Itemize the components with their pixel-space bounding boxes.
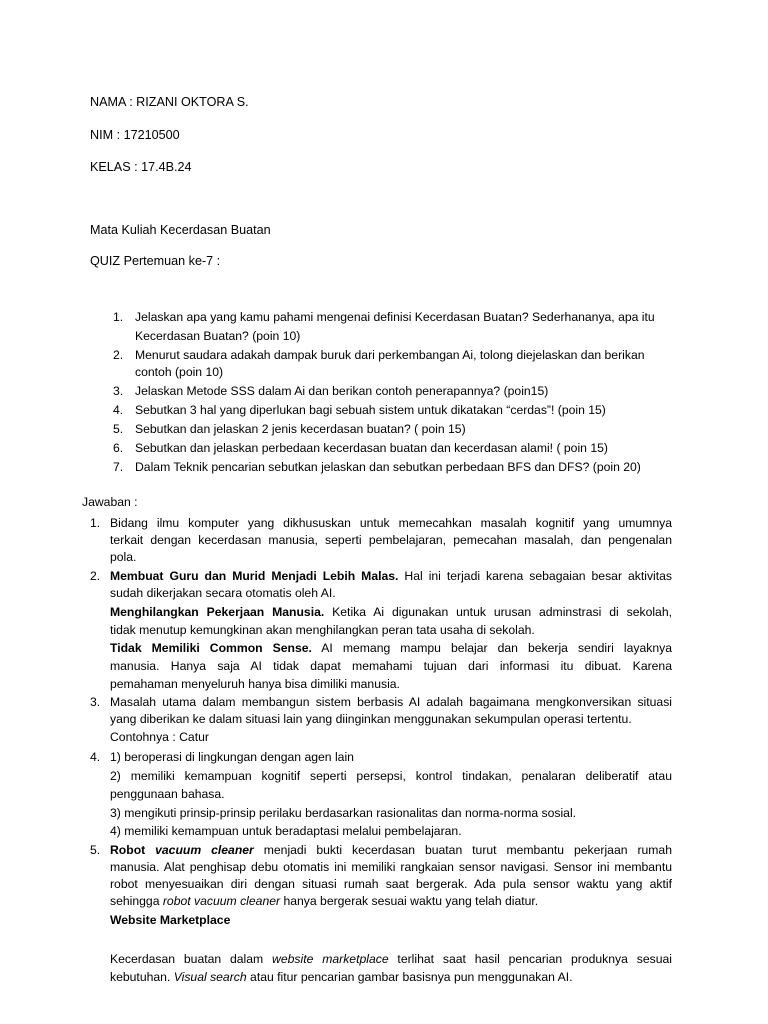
answer-3-example: Contohnya : Catur bbox=[110, 730, 209, 744]
answer-number: 5. bbox=[90, 843, 101, 857]
student-class: KELAS : 17.4B.24 bbox=[90, 160, 192, 174]
answer-1-line: terkait dengan kecerdasan manusia, seperti pembelajaran, pemecahan masalah, dan pengenalan bbox=[110, 533, 672, 547]
question-item: 2. Menurut saudara adakah dampak buruk dari perkembangan Ai, tolong diejelaskan dan berikan bbox=[113, 348, 645, 362]
answer-2-line: pemahaman menyeluruh hanya bisa dimiliki manusia. bbox=[110, 677, 400, 691]
answer-2-line: Tidak Memiliki Common Sense. AI memang mampu belajar dan bekerja sendiri layaknya bbox=[110, 641, 672, 655]
quiz-title: QUIZ Pertemuan ke-7 : bbox=[90, 254, 221, 268]
student-name: NAMA : RIZANI OKTORA S. bbox=[90, 95, 249, 109]
answer-2-line: sudah dikerjakan secara otomatis oleh AI. bbox=[110, 586, 336, 600]
answer-number: 1. bbox=[90, 516, 101, 530]
answer-1-line: Bidang ilmu komputer yang dikhususkan untuk memecahkan masalah kognitif yang umumnya bbox=[110, 516, 672, 530]
question-item: 1. Jelaskan apa yang kamu pahami mengenai definisi Kecerdasan Buatan? Sederhananya, apa itu bbox=[113, 310, 655, 324]
answer-5-line: robot menyesuaikan diri dengan situasi rumah saat bergerak. Ada pula sensor waktu yang aktif bbox=[110, 877, 672, 891]
answer-number: 4. bbox=[90, 750, 101, 764]
answer-2-line: Membuat Guru dan Murid Menjadi Lebih Malas. Hal ini terjadi karena sebagaian besar aktivitas bbox=[110, 569, 673, 583]
answer-5-line: Robot vacuum cleaner menjadi bukti kecerdasan buatan turut membantu pekerjaan rumah bbox=[110, 843, 672, 857]
answer-4-line: 1) beroperasi di lingkungan dengan agen lain bbox=[110, 750, 354, 764]
answer-4-line: 4) memiliki kemampuan untuk beradaptasi melalui pembelajaran. bbox=[110, 824, 462, 838]
answer-3-line: Masalah utama dalam membangun sistem berbasis AI adalah bagaimana mengkonversikan situasi bbox=[110, 695, 672, 709]
answer-4-line: penggunaan bahasa. bbox=[110, 787, 225, 801]
answer-2-line: Menghilangkan Pekerjaan Manusia. Ketika Ai digunakan untuk urusan adminstrasi di sekolah, bbox=[110, 605, 672, 619]
question-item: 4. Sebutkan 3 hal yang diperlukan bagi sebuah sistem untuk dikatakan “cerdas”! (poin 15) bbox=[113, 403, 606, 417]
answer-3-line: yang diberikan ke dalam situasi lain yang diinginkan menggunakan sekumpulan operasi tertentu. bbox=[110, 712, 632, 726]
answer-4-line: 3) mengikuti prinsip-prinsip perilaku berdasarkan rasionalitas dan norma-norma sosial. bbox=[110, 806, 577, 820]
question-item-cont: contoh (poin 10) bbox=[135, 365, 224, 379]
answer-4-line: 2) memiliki kemampuan kognitif seperti persepsi, kontrol tindakan, penalaran deliberatif atau bbox=[110, 769, 672, 783]
answers-label: Jawaban : bbox=[82, 495, 138, 509]
question-item-cont: Kecerdasan Buatan? (poin 10) bbox=[135, 329, 301, 343]
question-item: 6. Sebutkan dan jelaskan perbedaan kecerdasan buatan dan kecerdasan alami! ( poin 15) bbox=[113, 441, 608, 455]
question-item: 5. Sebutkan dan jelaskan 2 jenis kecerdasan buatan? ( poin 15) bbox=[113, 422, 466, 436]
question-item: 7. Dalam Teknik pencarian sebutkan jelaskan dan sebutkan perbedaan BFS dan DFS? (poin 20) bbox=[113, 460, 641, 474]
answer-2-line: tidak menutup kemungkinan akan menghilangkan peran tata usaha di sekolah. bbox=[110, 623, 535, 637]
answer-2-line: manusia. Hanya saja AI tidak dapat memahami tujuan dari informasi itu dibuat. Karena bbox=[110, 659, 672, 673]
answer-number: 3. bbox=[90, 695, 101, 709]
question-item: 3. Jelaskan Metode SSS dalam Ai dan berikan contoh penerapannya? (poin15) bbox=[113, 384, 549, 398]
answer-5-line: Kecerdasan buatan dalam website marketplace terlihat saat hasil pencarian produknya sesuai bbox=[110, 952, 672, 966]
student-nim: NIM : 17210500 bbox=[90, 128, 180, 142]
answer-5-line: sehingga robot vacuum cleaner hanya bergerak sesuai waktu yang telah diatur. bbox=[110, 894, 539, 908]
answer-5-line: manusia. Alat penghisap debu otomatis ini memiliki rangkaian sensor navigasi. Sensor ini membantu bbox=[110, 860, 672, 874]
answer-5-line: kebutuhan. Visual search atau fitur pencarian gambar basisnya pun menggunakan AI. bbox=[110, 970, 573, 984]
answer-number: 2. bbox=[90, 569, 101, 583]
course-name: Mata Kuliah Kecerdasan Buatan bbox=[90, 223, 271, 237]
answer-1-line: pola. bbox=[110, 550, 137, 564]
subheading: Website Marketplace bbox=[110, 913, 231, 927]
